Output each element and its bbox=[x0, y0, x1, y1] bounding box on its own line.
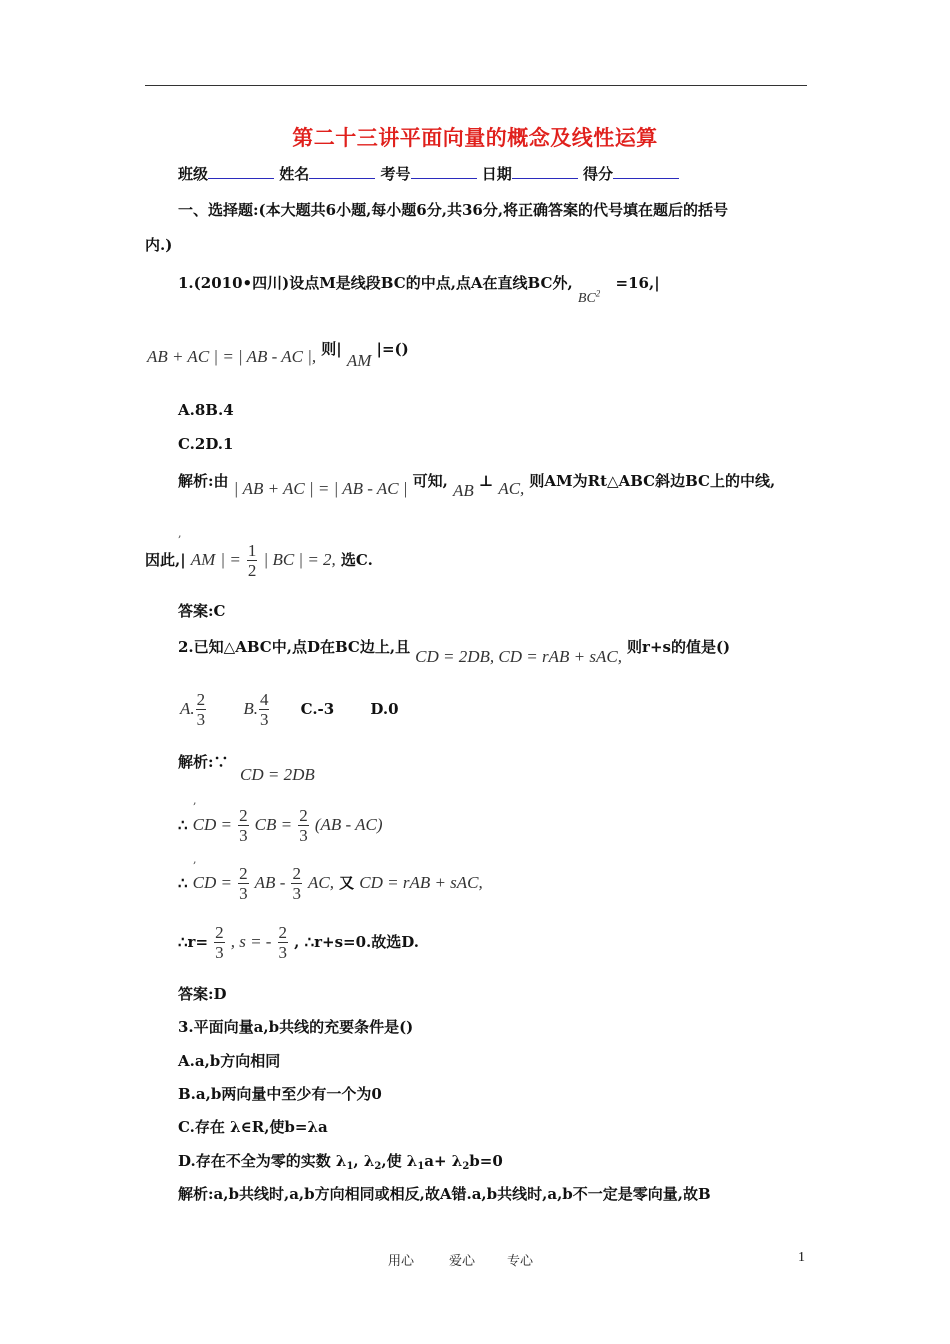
q1-hence-eq: | = bbox=[220, 550, 241, 569]
q2-l2-num1: 2 bbox=[239, 806, 248, 825]
q2-l3-expr: CD = rAB + sAC, bbox=[359, 873, 483, 892]
q1-sol-rest: 则AM为Rt△ABC斜边BC上的中线, bbox=[529, 472, 776, 490]
q2-l4-frac2 bbox=[278, 923, 289, 962]
q2-l3-frac1 bbox=[238, 864, 249, 903]
q1-sol-ab: AB bbox=[452, 481, 474, 500]
q3-optD-a: D.存在不全为零的实数 λ bbox=[178, 1152, 347, 1170]
q2-stem-text: 2.已知△ABC中,点D在BC边上,且 bbox=[178, 638, 411, 656]
q2-l4-num1: 2 bbox=[215, 923, 224, 942]
q2-optB-label: B. bbox=[243, 699, 258, 718]
q1-options-ab: A.8B.4 bbox=[178, 401, 234, 419]
q1-end: |=() bbox=[376, 340, 409, 358]
q1-hence-label: 因此,| bbox=[145, 551, 186, 569]
q3-optD-c: ,使 λ bbox=[381, 1152, 418, 1170]
q2-l3-again: 又 bbox=[339, 874, 355, 892]
q1-condition bbox=[147, 340, 409, 370]
page-title: 第二十三讲平面向量的概念及线性运算 bbox=[292, 125, 658, 150]
q2-l4-r: ∴r= bbox=[178, 933, 209, 951]
date-blank[interactable] bbox=[512, 164, 578, 179]
q2-optB-fraction bbox=[259, 690, 270, 729]
q1-sol-expr: | AB + AC | = | AB - AC | bbox=[233, 479, 408, 498]
q1-stem bbox=[178, 272, 660, 306]
section-header-cont: 内.) bbox=[145, 236, 173, 254]
q1-bc-exp: 2 bbox=[595, 288, 601, 299]
dot-mark: , bbox=[193, 794, 197, 807]
q2-stem-expr: CD = 2DB, CD = rAB + sAC, bbox=[415, 647, 622, 666]
q2-l2-num2: 2 bbox=[299, 806, 308, 825]
q2-l3-den2: 3 bbox=[292, 884, 301, 903]
q3-optD-sub3: 1 bbox=[417, 1161, 425, 1172]
dot-mark: , bbox=[178, 527, 182, 540]
q2-l3-ac: AC, bbox=[308, 873, 335, 892]
q2-l4-end: , ∴r+s=0.故选D. bbox=[294, 933, 419, 951]
page-number: 1 bbox=[798, 1250, 805, 1265]
score-blank[interactable] bbox=[613, 164, 679, 179]
q1-am: AM bbox=[346, 351, 372, 370]
q2-l2-frac2 bbox=[298, 806, 309, 845]
q1-then: 则| bbox=[321, 340, 342, 358]
q3-optB: B.a,b两向量中至少有一个为0 bbox=[178, 1085, 382, 1103]
q2-l4-frac1 bbox=[214, 923, 225, 962]
q3-optD-b: , λ bbox=[353, 1152, 375, 1170]
q2-sol-line4 bbox=[178, 923, 419, 962]
footer-text-1: 用心 bbox=[388, 1254, 415, 1269]
q1-sol-ac: AC, bbox=[498, 479, 525, 498]
q2-optA-num: 2 bbox=[196, 690, 206, 709]
q2-l4-num2: 2 bbox=[278, 923, 288, 942]
q2-optA-fraction bbox=[196, 690, 207, 729]
q2-l2-frac1 bbox=[238, 806, 249, 845]
q1-half-fraction bbox=[247, 541, 258, 580]
q2-l3-num1: 2 bbox=[239, 864, 248, 883]
q2-l3-num2: 2 bbox=[292, 864, 301, 883]
q1-stem-end: =16,| bbox=[615, 274, 660, 292]
q1-half-den: 2 bbox=[247, 561, 257, 580]
footer-text-2: 爱心 bbox=[449, 1254, 476, 1269]
q1-half-num: 1 bbox=[247, 541, 257, 560]
q3-optD-sub1: 1 bbox=[346, 1161, 354, 1172]
q2-sol-line3 bbox=[178, 864, 483, 903]
q2-l4-s: , s = - bbox=[230, 932, 272, 951]
q2-l3-den1: 3 bbox=[239, 884, 248, 903]
q1-answer: 答案:C bbox=[178, 602, 226, 620]
q1-stem-text: 1.(2010•四川)设点M是线段BC的中点,点A在直线BC外, bbox=[178, 274, 573, 292]
q3-stem: 3.平面向量a,b共线的充要条件是() bbox=[178, 1018, 414, 1036]
score-label: 得分 bbox=[583, 165, 614, 183]
class-blank[interactable] bbox=[208, 164, 274, 179]
q1-bc-squared bbox=[577, 288, 601, 306]
q2-sol-line1: CD = 2DB bbox=[240, 765, 315, 784]
q2-therefore: ∴ bbox=[178, 874, 188, 892]
q2-l3-ab: AB - bbox=[254, 873, 286, 892]
q3-solution: 解析:a,b共线时,a,b方向相同或相反,故A错.a,b共线时,a,b不一定是零向量,故B bbox=[178, 1185, 711, 1203]
section-header: 一、选择题:(本大题共6小题,每小题6分,共36分,将正确答案的代号填在题后的括号 bbox=[178, 201, 729, 219]
q1-options-cd: C.2D.1 bbox=[178, 435, 234, 453]
footer-text-3: 专心 bbox=[507, 1254, 534, 1269]
q2-l2-den1: 3 bbox=[239, 826, 248, 845]
name-label: 姓名 bbox=[279, 165, 310, 183]
q2-l2-cd: CD = bbox=[192, 815, 232, 834]
q2-l2-den2: 3 bbox=[299, 826, 308, 845]
q1-sol-perp: ⊥ bbox=[478, 472, 494, 490]
q1-sol-label: 解析:由 bbox=[178, 472, 229, 490]
q2-sol-label: 解析:∵ bbox=[178, 753, 229, 771]
q3-optC: C.存在 λ∈R,使b=λa bbox=[178, 1118, 328, 1136]
q2-sol-line2 bbox=[178, 806, 382, 845]
info-line bbox=[178, 163, 679, 184]
q3-optD-sub4: 2 bbox=[462, 1161, 470, 1172]
q3-optD-d: a+ λ bbox=[424, 1152, 463, 1170]
q1-bc: BC bbox=[577, 291, 596, 306]
q3-optD-sub2: 2 bbox=[374, 1161, 382, 1172]
date-label: 日期 bbox=[481, 165, 512, 183]
dot-mark: , bbox=[193, 853, 197, 866]
q2-optA-den: 3 bbox=[196, 710, 206, 729]
exam-no-label: 考号 bbox=[380, 165, 411, 183]
q2-optB-den: 3 bbox=[259, 710, 269, 729]
q2-l2-paren: (AB - AC) bbox=[314, 815, 383, 834]
q2-l4-den2: 3 bbox=[278, 943, 288, 962]
q2-therefore: ∴ bbox=[178, 816, 188, 834]
q2-l4-den1: 3 bbox=[215, 943, 224, 962]
q1-hence-end: 选C. bbox=[340, 551, 373, 569]
name-blank[interactable] bbox=[309, 164, 375, 179]
q1-hence-bc: | BC | = 2, bbox=[263, 550, 336, 569]
header-rule bbox=[145, 85, 807, 86]
q3-optA: A.a,b方向相同 bbox=[178, 1052, 281, 1070]
q2-optA-label: A. bbox=[180, 699, 195, 718]
q1-sol-know: 可知, bbox=[412, 472, 448, 490]
exam-no-blank[interactable] bbox=[411, 164, 477, 179]
q1-hence-am: AM bbox=[190, 550, 216, 569]
q1-hence bbox=[145, 541, 373, 580]
q2-optB-num: 4 bbox=[259, 690, 269, 709]
q2-answer: 答案:D bbox=[178, 985, 227, 1003]
q2-l3-frac2 bbox=[291, 864, 302, 903]
q2-stem-end: 则r+s的值是() bbox=[627, 638, 731, 656]
class-label: 班级 bbox=[178, 165, 209, 183]
q2-l3-cd: CD = bbox=[192, 873, 232, 892]
q2-options bbox=[180, 690, 399, 729]
q3-optD-e: b=0 bbox=[469, 1152, 503, 1170]
q1-condition-expr: AB + AC | = | AB - AC |, bbox=[147, 347, 317, 366]
q2-stem bbox=[178, 636, 731, 666]
q3-optD bbox=[178, 1150, 503, 1172]
q2-optC: C.-3 bbox=[300, 700, 335, 718]
q1-solution bbox=[178, 470, 776, 500]
q2-optD: D.0 bbox=[370, 700, 399, 718]
q2-l2-cb: CB = bbox=[254, 815, 293, 834]
